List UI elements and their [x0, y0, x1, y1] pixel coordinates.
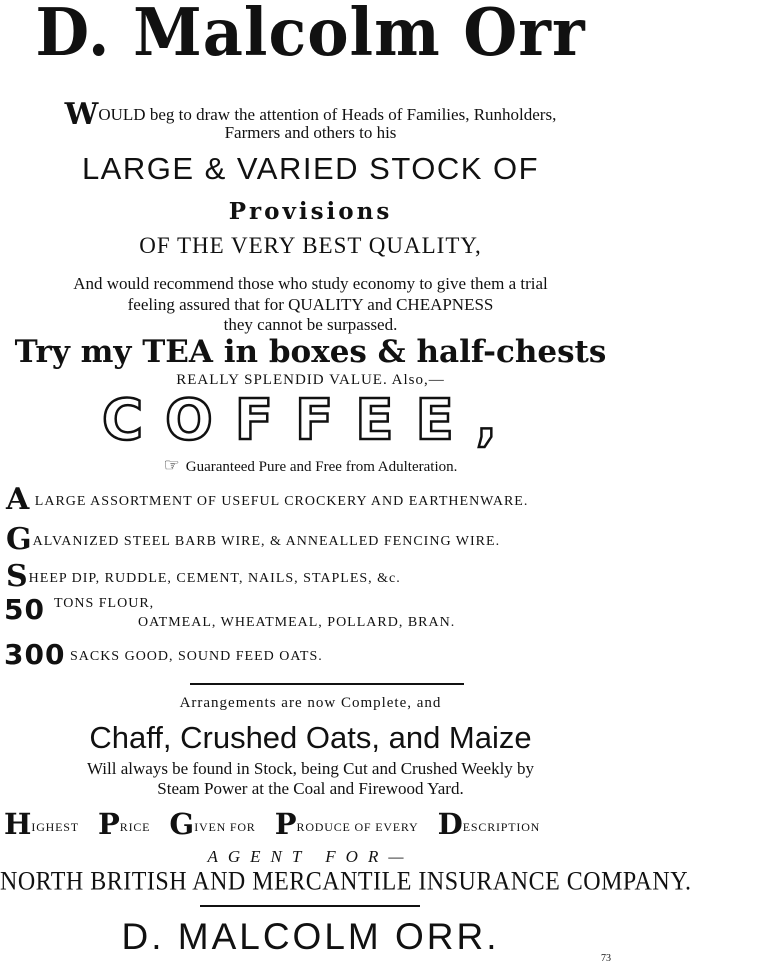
item-sheep-dip	[6, 559, 627, 594]
hp-word: RICE	[119, 820, 151, 834]
hp-word: IVEN FOR	[194, 820, 256, 834]
oats-text: SACKS GOOD, SOUND FEED OATS.	[69, 649, 323, 664]
tea-heading: Try my TEA in boxes & half-chests	[14, 334, 607, 370]
item-text: LARGE ASSORTMENT OF USEFUL CROCKERY AND EARTHENWARE.	[34, 494, 529, 509]
intro-drop-cap: W	[64, 97, 99, 132]
quality-heading: OF THE VERY BEST QUALITY,	[139, 233, 482, 258]
guarantee-text: Guaranteed Pure and Free from Adulteration.	[185, 459, 458, 475]
flour-line-2: OATMEAL, WHEATMEAL, POLLARD, BRAN.	[138, 615, 456, 630]
hp-cap: P	[274, 807, 297, 841]
agent-line: AGENT FOR—	[207, 847, 414, 866]
tea-value: REALLY SPLENDID VALUE. Also,—	[176, 372, 445, 388]
item-drop-cap: G	[6, 522, 33, 557]
intro-text-1: OULD beg to draw the attention of Heads of Families, Runholders,	[98, 105, 557, 124]
hp-cap: D	[437, 807, 463, 841]
stock-heading: LARGE & VARIED STOCK OF	[81, 151, 540, 186]
footer-divider	[200, 905, 420, 907]
insurance-company: NORTH BRITISH AND MERCANTILE INSURANCE COMPANY.	[0, 867, 692, 897]
page-number: 73	[601, 953, 611, 964]
advertiser-title: D. Malcolm Orr	[35, 0, 586, 71]
item-text: HEEP DIP, RUDDLE, CEMENT, NAILS, STAPLES, &c.	[28, 571, 401, 586]
hp-word: IGHEST	[31, 820, 79, 834]
pointing-hand-icon: ☞	[163, 455, 180, 475]
hp-cap: H	[4, 807, 32, 841]
chaff-detail-2: Steam Power at the Coal and Firewood Yard.	[157, 779, 464, 798]
guarantee-line	[0, 456, 621, 475]
oats-line	[4, 638, 625, 671]
hp-cap: P	[97, 807, 120, 841]
arrangements-line: Arrangements are now Complete, and	[179, 695, 442, 711]
recommend-line-2: feeling assured that for QUALITY and CHEAPNESS	[127, 295, 494, 314]
provisions-heading: Provisions	[228, 198, 393, 225]
item-wire	[6, 522, 627, 557]
hp-word: ESCRIPTION	[462, 820, 541, 834]
recommend-line-1: And would recommend those who study economy to give them a trial	[73, 274, 548, 293]
chaff-detail-1: Will always be found in Stock, being Cut and Crushed Weekly by	[86, 759, 535, 778]
oats-number: 300	[4, 638, 66, 671]
item-drop-cap: S	[6, 559, 29, 594]
flour-number: 50	[4, 593, 45, 626]
footer-name: D. MALCOLM ORR.	[121, 916, 500, 957]
section-divider	[190, 683, 464, 685]
intro-line-2: Farmers and others to his	[224, 123, 397, 142]
item-text: ALVANIZED STEEL BARB WIRE, & ANNEALLED FENCING WIRE.	[32, 534, 501, 549]
highest-price-line	[4, 807, 625, 841]
coffee-heading: COFFEE,	[102, 388, 519, 453]
hp-cap: G	[169, 807, 195, 841]
recommend-line-3: they cannot be surpassed.	[223, 315, 398, 334]
flour-text-1: TONS FLOUR,	[53, 596, 155, 611]
hp-word: RODUCE OF EVERY	[296, 820, 419, 834]
item-drop-cap: A	[6, 482, 31, 517]
chaff-heading: Chaff, Crushed Oats, and Maize	[89, 720, 532, 755]
item-crockery	[6, 482, 627, 517]
